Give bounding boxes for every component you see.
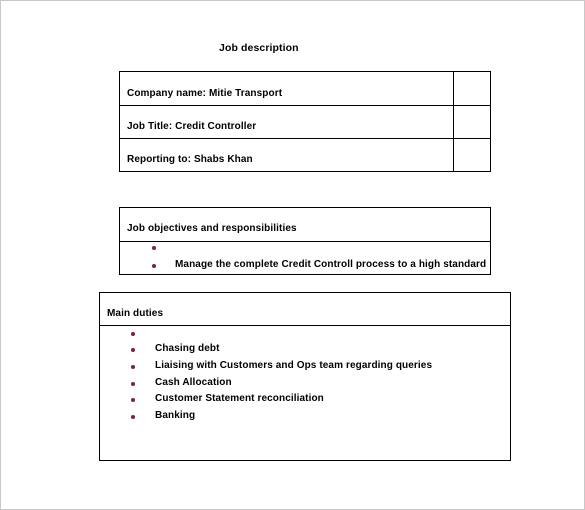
company-name-text: Company name: Mitie Transport xyxy=(127,88,283,99)
duty-item xyxy=(100,360,510,374)
duty-text: Cash Allocation xyxy=(155,377,232,388)
bullet-icon xyxy=(131,415,135,419)
duties-divider xyxy=(100,325,510,326)
duty-item xyxy=(100,377,510,391)
info-row-job-title xyxy=(120,105,490,139)
document-title: Job description xyxy=(219,42,299,54)
duty-item xyxy=(100,393,510,407)
duty-item xyxy=(100,343,510,357)
info-row-reporting xyxy=(120,138,490,172)
objectives-box xyxy=(119,207,491,275)
duty-text: Chasing debt xyxy=(155,343,220,354)
duty-text: Customer Statement reconciliation xyxy=(155,393,324,404)
bullet-icon xyxy=(131,365,135,369)
objectives-heading: Job objectives and responsibilities xyxy=(127,223,297,234)
job-title-text: Job Title: Credit Controller xyxy=(127,121,257,132)
job-info-table xyxy=(119,71,491,172)
duty-item xyxy=(100,410,510,424)
bullet-icon xyxy=(152,246,156,250)
main-duties-box xyxy=(99,292,511,461)
bullet-icon xyxy=(131,398,135,402)
objective-item: Manage the complete Credit Controll process to a high standard xyxy=(175,259,487,270)
reporting-to-text: Reporting to: Shabs Khan xyxy=(127,154,253,165)
duty-text: Liaising with Customers and Ops team regarding queries xyxy=(155,360,433,371)
objectives-divider xyxy=(120,241,490,242)
info-row-company xyxy=(120,72,490,106)
bullet-icon xyxy=(131,382,135,386)
duty-item xyxy=(100,327,510,341)
bullet-icon xyxy=(152,264,156,268)
info-side-column xyxy=(453,72,491,171)
bullet-icon xyxy=(131,348,135,352)
duty-text: Banking xyxy=(155,410,196,421)
bullet-icon xyxy=(131,332,135,336)
duties-heading: Main duties xyxy=(107,308,164,319)
